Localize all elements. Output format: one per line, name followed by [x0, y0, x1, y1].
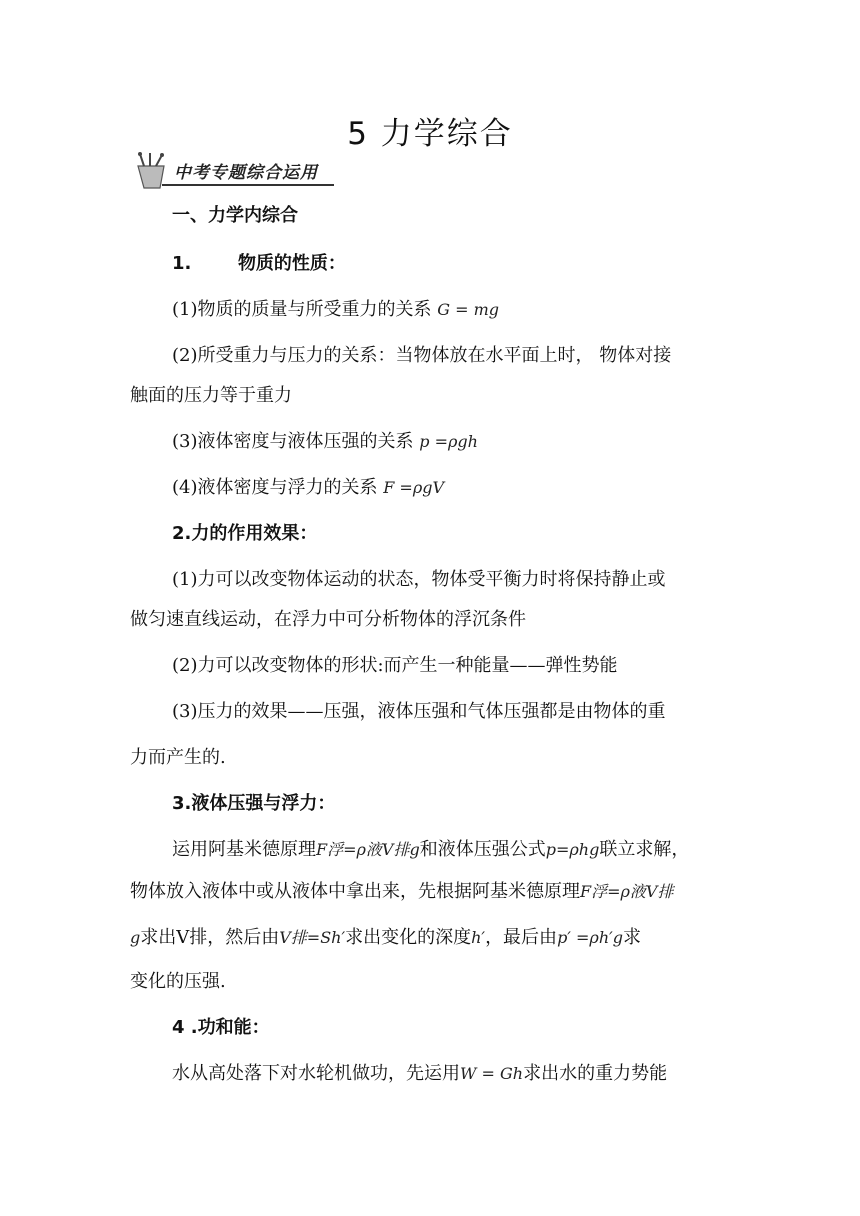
- formula: p=ρhg: [545, 840, 600, 859]
- section-heading-1: 一、力学内综合: [172, 205, 298, 226]
- section-heading-4: 4 .功和能：: [172, 1017, 270, 1038]
- formula: p =ρgh: [419, 432, 478, 451]
- text-run: ，最后由: [485, 927, 558, 948]
- text-run: 求: [623, 927, 642, 948]
- formula: p′ =ρh′g: [557, 928, 624, 947]
- paragraph-line: 变化的压强.: [130, 971, 226, 992]
- formula: F浮=ρ液V排g: [316, 840, 420, 859]
- text-run: (1)物质的质量与所受重力的关系: [172, 299, 432, 320]
- paragraph-line: [172, 476, 772, 500]
- text-run: 求出水的重力势能: [523, 1063, 668, 1084]
- formula: G = mg: [437, 300, 500, 319]
- text-run: 联立求解，: [599, 839, 690, 860]
- paragraph-line: [172, 298, 772, 322]
- page-title: 5 力学综合: [347, 116, 513, 152]
- subheading-number: 1.: [172, 253, 192, 274]
- paragraph-line: 力而产生的.: [130, 747, 226, 768]
- text-run: (3)液体密度与液体压强的关系: [172, 431, 414, 452]
- formula: g: [130, 928, 141, 947]
- subheading-1-1: [172, 252, 772, 276]
- banner-underline: [162, 184, 334, 186]
- paragraph-line: (2)所受重力与压力的关系：当物体放在水平面上时， 物体对接: [172, 345, 672, 366]
- banner-label: 中考专题综合运用: [174, 163, 318, 183]
- paragraph-line: (1)力可以改变物体运动的状态，物体受平衡力时将保持静止或: [172, 569, 666, 590]
- section-heading-3: 3.液体压强与浮力：: [172, 793, 336, 814]
- text-run: 和液体压强公式: [419, 839, 546, 860]
- section-heading-2: 2.力的作用效果：: [172, 523, 318, 544]
- text-run: 求出变化的深度: [345, 927, 472, 948]
- paragraph-line: [172, 1062, 730, 1086]
- section-banner: [130, 152, 340, 190]
- formula: F浮=ρ液V排: [580, 882, 674, 901]
- paragraph-line: [130, 880, 730, 904]
- paragraph-line: 做匀速直线运动，在浮力中可分析物体的浮沉条件: [130, 609, 526, 630]
- paragraph-line: [172, 430, 772, 454]
- formula: F =ρgV: [383, 478, 445, 497]
- formula: W = Gh: [460, 1064, 524, 1083]
- text-run: 求出V排，然后由: [140, 927, 280, 948]
- paragraph-line: (3)压力的效果——压强，液体压强和气体压强都是由物体的重: [172, 701, 666, 722]
- text-run: 水从高处落下对水轮机做功，先运用: [172, 1063, 460, 1084]
- paragraph-line: 触面的压力等于重力: [130, 385, 292, 406]
- subheading-text: 物质的性质：: [237, 253, 346, 274]
- text-run: (4)液体密度与浮力的关系: [172, 477, 378, 498]
- paragraph-line: [172, 838, 730, 862]
- formula: h′: [471, 928, 486, 947]
- formula: V排=Sh′: [279, 928, 346, 947]
- text-run: 运用阿基米德原理: [172, 839, 316, 860]
- paragraph-line: (2)力可以改变物体的形状:而产生一种能量——弹性势能: [172, 655, 618, 676]
- paragraph-line: [130, 926, 730, 950]
- text-run: 物体放入液体中或从液体中拿出来，先根据阿基米德原理: [130, 881, 580, 902]
